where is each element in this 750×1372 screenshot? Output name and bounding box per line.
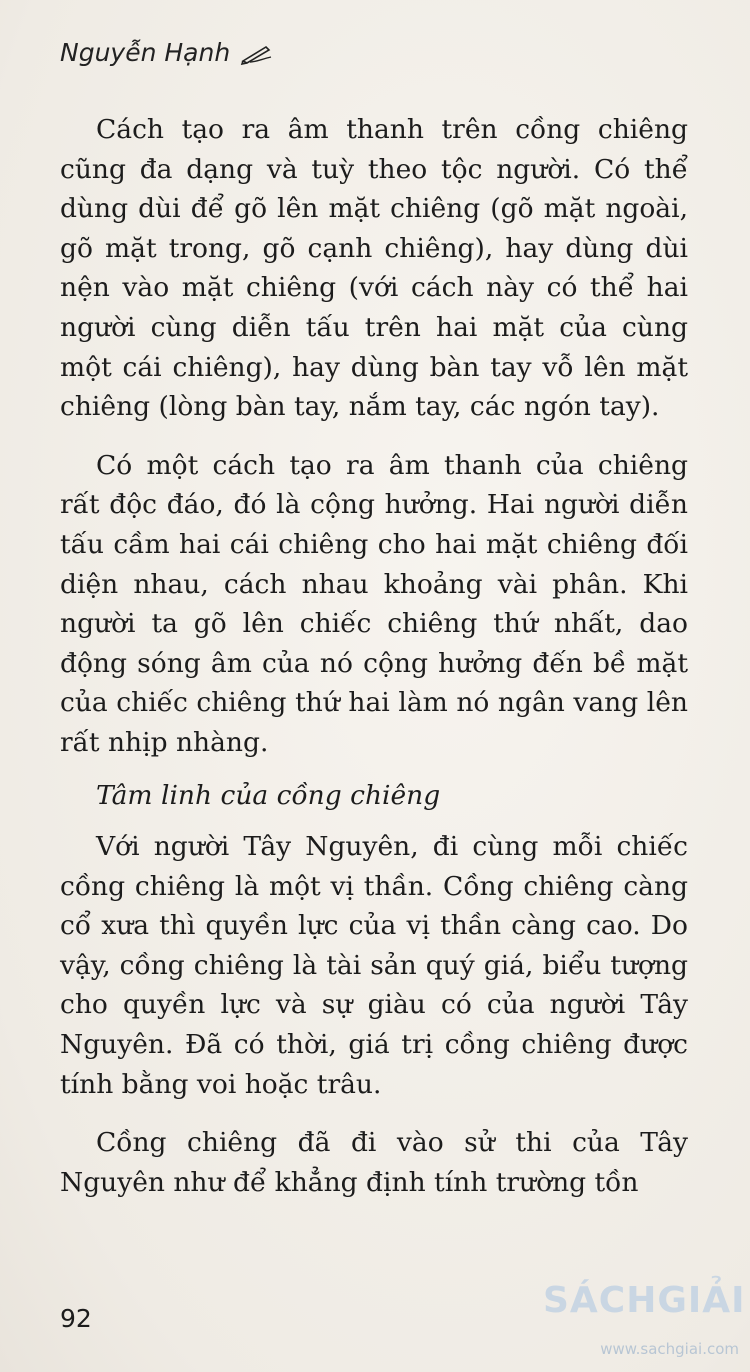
paragraph-sound-methods: Cách tạo ra âm thanh trên cồng chiêng cũng đa dạng và tuỳ theo tộc người. Có thể dùng dùi để gõ lên mặt chiêng (gõ mặt ngoài, gõ mặt trong, gõ cạnh chiêng), hay dùng dùi nện vào mặt chiêng (với cách này có thể hai người cùng diễn tấu trên hai mặt của cùng một cái chiêng), hay dùng bàn tay vỗ lên mặt chiêng (lòng bàn tay, nắm tay, các ngón tay). bbox=[60, 114, 688, 423]
section-subheading: Tâm linh của cồng chiêng bbox=[96, 779, 441, 811]
pen-writing-icon bbox=[240, 42, 274, 64]
body-text bbox=[60, 110, 688, 1202]
author-name: Nguyễn Hạnh bbox=[60, 38, 231, 67]
watermark bbox=[535, 1280, 745, 1365]
page-number: 92 bbox=[60, 1304, 92, 1333]
watermark-logo: SÁCHGIẢI bbox=[543, 1280, 746, 1321]
running-header bbox=[60, 38, 274, 67]
paragraph-resonance: Có một cách tạo ra âm thanh của chiêng rất độc đáo, đó là cộng hưởng. Hai người diễn tấu cầm hai cái chiêng cho hai mặt chiêng đối diện nhau, cách nhau khoảng vài phân. Khi người ta gõ lên chiếc chiêng thứ nhất, dao động sóng âm của nó cộng hưởng đến bề mặt của chiếc chiêng thứ hai làm nó ngân vang lên rất nhịp nhàng. bbox=[60, 449, 688, 758]
watermark-url: www.sachgiai.com bbox=[600, 1340, 739, 1358]
paragraph-spiritual: Với người Tây Nguyên, đi cùng mỗi chiếc cồng chiêng là một vị thần. Cồng chiêng càng cổ xưa thì quyền lực của vị thần càng cao. Do vậy, cồng chiêng là tài sản quý giá, biểu tượng cho quyền lực và sự giàu có của người Tây Nguyên. Đã có thời, giá trị cồng chiêng được tính bằng voi hoặc trâu. bbox=[60, 831, 688, 1100]
paragraph-epic: Cồng chiêng đã đi vào sử thi của Tây Nguyên như để khẳng định tính trường tồn bbox=[60, 1127, 688, 1198]
